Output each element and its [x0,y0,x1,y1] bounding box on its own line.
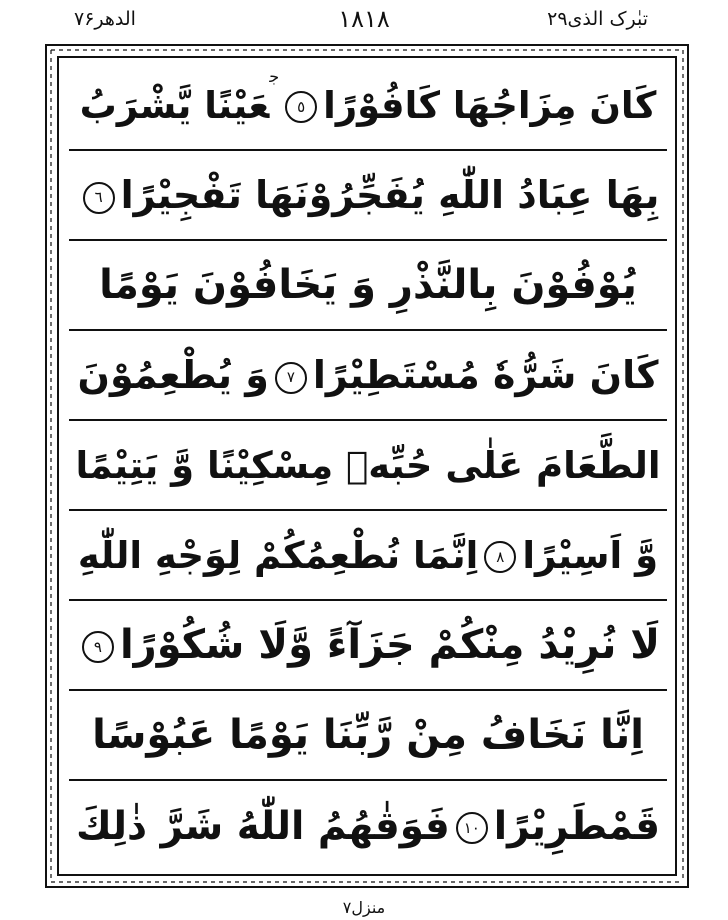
line-segment: كَانَ شَرُّهٗ مُسْتَطِيْرًا [312,353,659,397]
text-line [69,151,667,241]
page-number: ۱۸۱۸ [338,5,390,33]
text-line [69,331,667,421]
line-text [92,712,644,758]
manzil-footer: منزل۷ [342,898,386,917]
line-segment: فَوَقٰهُمُ اللّٰهُ شَرَّ ذٰلِكَ [76,803,450,849]
text-line [69,421,667,511]
line-segment: قَمْطَرِيْرًا [493,803,660,849]
pause-mark: ج [269,66,280,86]
text-line [69,781,667,871]
line-segment: عَيْنًا يَّشْرَبُ [79,83,270,127]
line-segment: بِهَا عِبَادُ اللّٰهِ يُفَجِّرُوْنَهَا تَفْجِيْرًا [120,173,660,217]
text-line [69,601,667,691]
text-line [69,511,667,601]
line-text [77,533,659,577]
juz-name-header: تبٰرک الذی۲۹ [547,8,648,30]
line-text [77,353,659,397]
ayah-marker: ٦ [83,182,115,214]
text-line [69,691,667,781]
ayah-marker: ٧ [275,362,307,394]
ayah-marker: ١٠ [456,812,488,844]
ayah-marker: ٨ [484,541,516,573]
quran-text-area [69,61,667,871]
text-line [69,61,667,151]
line-segment: اِنَّمَا نُطْعِمُكُمْ لِوَجْهِ اللّٰهِ [77,533,479,577]
ayah-marker: ٥ [285,91,317,123]
line-text [76,803,660,849]
line-segment: وَّ اَسِيْرًا [522,533,659,577]
line-text [99,262,637,308]
line-text [77,173,660,217]
line-segment: اِنَّا نَخَافُ مِنْ رَّبِّنَا يَوْمًا عَبُوْسًا [92,712,644,758]
line-text [76,622,661,668]
line-text [79,66,657,127]
line-segment: الطَّعَامَ عَلٰى حُبِّهٖ مِسْكِيْنًا وَّ يَتِيْمًا [75,443,661,487]
line-text [75,443,661,487]
surah-name-header: الدھر۷۶ [74,8,136,30]
line-segment: لَا نُرِيْدُ مِنْكُمْ جَزَآءً وَّلَا شُكُوْرًا [119,622,661,668]
line-segment: يُوْفُوْنَ بِالنَّذْرِ وَ يَخَافُوْنَ يَوْمًا [99,262,637,308]
line-segment: وَ يُطْعِمُوْنَ [77,353,269,397]
line-segment: كَانَ مِزَاجُهَا كَافُوْرًا [323,83,657,127]
ayah-marker: ٩ [82,631,114,663]
text-line [69,241,667,331]
